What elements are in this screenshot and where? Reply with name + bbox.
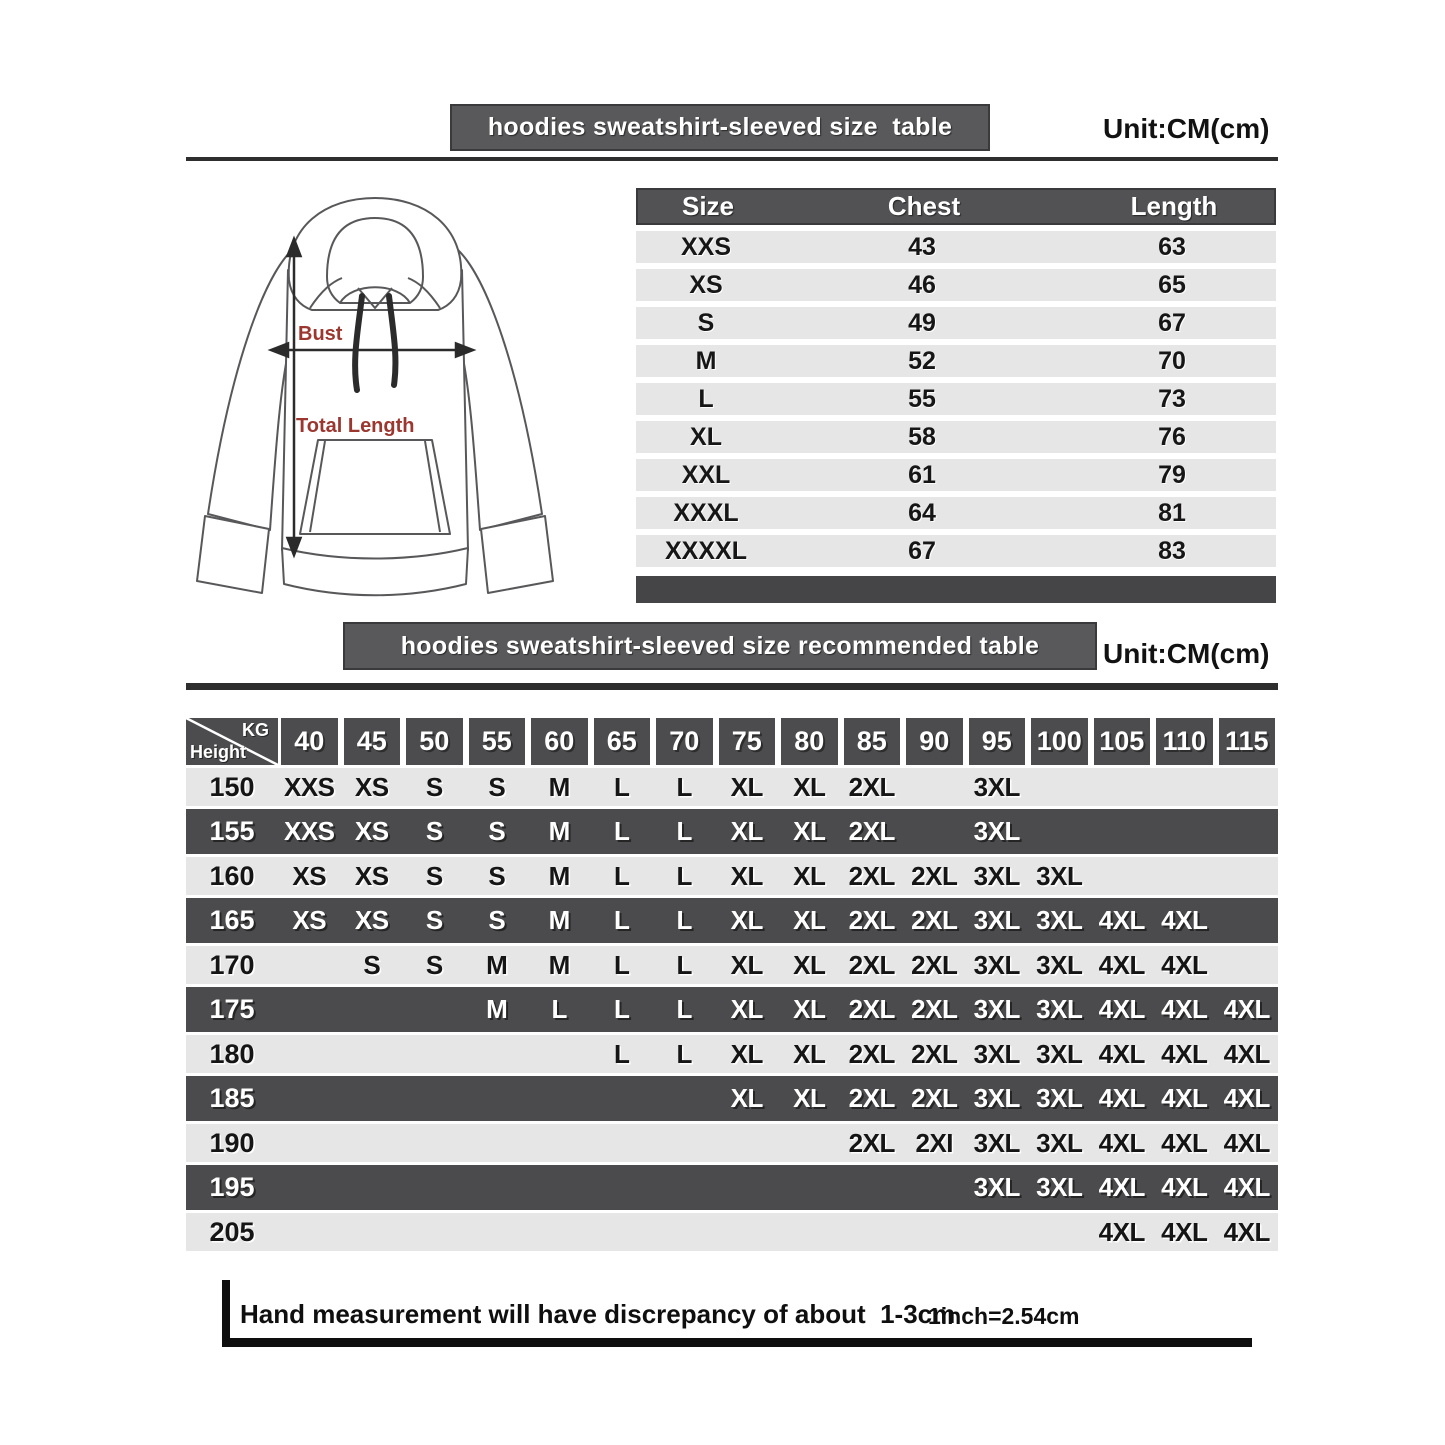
height-label: 180 [209, 1038, 255, 1069]
recommended-size-cell: M [486, 949, 508, 980]
recommended-size-cell: XS [292, 860, 327, 891]
recommended-size-cell: 4XL [1161, 905, 1208, 935]
chest-cell: 67 [908, 536, 936, 565]
matrix-row [186, 946, 1278, 984]
chest-cell: 46 [908, 270, 936, 299]
recommended-size-cell: 2XL [848, 816, 895, 846]
matrix-body [186, 768, 1278, 1251]
height-label: 155 [209, 816, 255, 846]
recommended-size-cell: 4XL [1223, 1083, 1270, 1113]
recommended-size-cell: 2XL [848, 860, 895, 891]
height-label: 190 [209, 1127, 255, 1158]
recommended-size-cell: M [548, 860, 570, 891]
recommended-size-cell: XL [730, 860, 763, 891]
recommended-size-cell: 3XL [973, 994, 1020, 1024]
weight-value: 40 [281, 718, 338, 765]
recommended-size-cell: 2XL [848, 1038, 895, 1069]
size-cell: XL [690, 422, 722, 451]
matrix-row [186, 898, 1278, 943]
recommended-size-cell: L [676, 860, 692, 891]
recommended-size-cell: 2XL [911, 994, 958, 1024]
height-label: 175 [209, 994, 255, 1024]
recommended-size-cell: XXS [283, 771, 335, 802]
recommended-size-cell: L [551, 994, 567, 1024]
weight-column-header [591, 718, 654, 765]
recommended-size-cell: 3XL [1036, 1127, 1083, 1158]
size-cell: XXXXL [665, 536, 747, 565]
matrix-row [186, 1076, 1278, 1121]
recommended-size-cell: 4XL [1161, 1172, 1208, 1202]
recommended-size-cell: 4XL [1161, 1216, 1208, 1247]
recommended-size-cell: 3XL [1036, 860, 1083, 891]
recommended-size-cell: 2XL [911, 905, 958, 935]
recommended-size-cell: 3XL [973, 1127, 1020, 1158]
size-table [636, 188, 1276, 603]
recommended-size-cell: XS [354, 860, 389, 891]
size-table-body [636, 231, 1276, 567]
recommended-size-cell: 4XL [1098, 905, 1145, 935]
recommended-size-cell: XL [793, 816, 826, 846]
recommended-size-cell: XL [730, 1038, 763, 1069]
recommended-size-cell: XL [793, 1038, 826, 1069]
size-table-row [636, 497, 1276, 529]
height-label: 205 [209, 1216, 255, 1247]
matrix-row [186, 857, 1278, 895]
recommended-size-cell: L [614, 905, 630, 935]
recommended-size-cell: 4XL [1161, 1083, 1208, 1113]
corner-height-label: Height [190, 742, 246, 762]
hoodie-measurement-diagram [172, 182, 622, 622]
height-label: 170 [209, 949, 255, 980]
weight-column-header [903, 718, 966, 765]
column-header-length: Length [1130, 191, 1218, 221]
length-cell: 65 [1158, 270, 1186, 299]
recommended-size-cell: L [676, 771, 692, 802]
recommended-size-cell: 4XL [1098, 1038, 1145, 1069]
matrix-row [186, 1124, 1278, 1162]
recommended-size-cell: 2XL [848, 905, 895, 935]
length-cell: 73 [1158, 384, 1186, 413]
recommended-size-cell: XS [354, 816, 389, 846]
recommended-size-cell: 2XL [911, 1038, 958, 1069]
recommended-size-cell: 4XL [1223, 994, 1270, 1024]
recommended-size-cell: 3XL [1036, 994, 1083, 1024]
matrix-row [186, 1035, 1278, 1073]
recommended-size-cell: L [614, 816, 630, 846]
recommended-size-cell: 4XL [1098, 1127, 1145, 1158]
recommended-size-cell: S [425, 949, 443, 980]
weight-column-header [341, 718, 404, 765]
recommended-size-cell: 4XL [1098, 949, 1145, 980]
recommended-size-cell: XL [793, 1083, 826, 1113]
corner-kg-label: KG [242, 720, 269, 740]
recommended-size-cell: 3XL [973, 949, 1020, 980]
size-table-title: hoodies sweatshirt-sleeved size table [487, 113, 953, 141]
height-label: 195 [209, 1172, 255, 1202]
recommended-size-cell: 2XL [848, 771, 895, 802]
length-cell: 79 [1158, 460, 1186, 489]
recommended-size-cell: 2XI [915, 1127, 954, 1158]
weight-value: 95 [969, 718, 1026, 765]
recommended-size-cell: 4XL [1223, 1216, 1270, 1247]
recommended-size-cell: XL [730, 1083, 763, 1113]
measurement-note: Hand measurement will have discrepancy of about 1-3cm [240, 1299, 956, 1329]
size-cell: M [695, 346, 717, 375]
recommended-size-cell: XL [730, 949, 763, 980]
weight-column-header [716, 718, 779, 765]
recommended-size-cell: L [676, 1038, 692, 1069]
recommended-size-cell: M [486, 994, 508, 1024]
recommended-size-cell: XL [730, 771, 763, 802]
recommended-size-cell: 3XL [1036, 905, 1083, 935]
recommended-size-cell: XS [354, 905, 389, 935]
size-cell: XXL [681, 460, 731, 489]
weight-value: 65 [594, 718, 651, 765]
weight-column-header [841, 718, 904, 765]
chest-cell: 64 [908, 498, 936, 527]
weight-value: 50 [406, 718, 463, 765]
matrix-row [186, 987, 1278, 1032]
weight-column-header [1153, 718, 1216, 765]
size-table-row [636, 231, 1276, 263]
recommended-size-cell: XL [793, 949, 826, 980]
length-cell: 63 [1158, 232, 1186, 261]
matrix-row [186, 1213, 1278, 1251]
recommended-size-cell: 4XL [1161, 994, 1208, 1024]
chest-cell: 49 [908, 308, 936, 337]
recommended-size-cell: 3XL [1036, 1083, 1083, 1113]
recommended-size-cell: 3XL [973, 1172, 1020, 1202]
recommended-size-cell: 4XL [1098, 994, 1145, 1024]
chest-cell: 43 [908, 232, 936, 261]
recommended-size-cell: XL [793, 771, 826, 802]
height-label: 165 [209, 905, 255, 935]
weight-value: 105 [1094, 718, 1151, 765]
weight-column-header [778, 718, 841, 765]
recommended-size-cell: 2XL [848, 1127, 895, 1158]
matrix-corner-cell [186, 718, 278, 765]
size-table-row [636, 269, 1276, 301]
size-cell: L [698, 384, 714, 413]
recommended-size-cell: 2XL [911, 860, 958, 891]
weight-value: 75 [719, 718, 776, 765]
chest-cell: 58 [908, 422, 936, 451]
height-label: 185 [209, 1083, 255, 1113]
recommended-size-cell: 3XL [973, 771, 1020, 802]
recommended-size-cell: S [425, 905, 443, 935]
size-table-header-row [636, 188, 1276, 225]
recommended-table-title-bar [343, 622, 1097, 670]
recommended-size-cell: 4XL [1098, 1172, 1145, 1202]
chest-cell: 52 [908, 346, 936, 375]
column-header-size: Size [681, 191, 735, 221]
weight-column-header [466, 718, 529, 765]
size-table-row [636, 307, 1276, 339]
height-label: 160 [209, 860, 255, 891]
recommended-size-cell: 4XL [1223, 1127, 1270, 1158]
recommended-size-cell: L [614, 949, 630, 980]
size-cell: XXS [680, 232, 732, 261]
size-cell: XXXL [673, 498, 739, 527]
recommended-size-cell: S [488, 905, 506, 935]
divider-bottom [186, 683, 1278, 690]
divider-top [186, 157, 1278, 161]
footer-vertical-line [222, 1280, 230, 1347]
inch-conversion-note: 1inch=2.54cm [928, 1303, 1080, 1329]
recommended-size-cell: 3XL [1036, 949, 1083, 980]
size-table-title-bar [450, 104, 990, 151]
length-cell: 83 [1158, 536, 1186, 565]
recommended-size-cell: L [676, 949, 692, 980]
recommended-size-cell: XS [354, 771, 389, 802]
recommended-size-cell: 3XL [973, 1083, 1020, 1113]
recommended-size-cell: 4XL [1223, 1172, 1270, 1202]
weight-value: 110 [1156, 718, 1213, 765]
chest-cell: 61 [908, 460, 936, 489]
recommended-size-cell: XL [730, 994, 763, 1024]
recommended-table-title: hoodies sweatshirt-sleeved size recommended table [400, 631, 1040, 660]
weight-column-header [1028, 718, 1091, 765]
matrix-row [186, 809, 1278, 854]
recommended-size-cell: S [488, 860, 506, 891]
height-label: 150 [209, 771, 255, 802]
weight-value: 85 [844, 718, 901, 765]
weight-value: 90 [906, 718, 963, 765]
recommended-size-cell: 4XL [1098, 1216, 1145, 1247]
recommended-size-cell: 3XL [973, 905, 1020, 935]
recommended-size-cell: 3XL [973, 860, 1020, 891]
size-recommendation-matrix [186, 718, 1278, 1251]
recommended-size-cell: 2XL [848, 994, 895, 1024]
recommended-size-cell: XS [292, 905, 327, 935]
recommended-size-cell: 2XL [848, 1083, 895, 1113]
weight-column-header [403, 718, 466, 765]
matrix-row [186, 1165, 1278, 1210]
size-table-row [636, 421, 1276, 453]
recommended-size-cell: L [676, 994, 692, 1024]
recommended-size-cell: XL [730, 816, 763, 846]
recommended-size-cell: 3XL [973, 1038, 1020, 1069]
weight-column-header [966, 718, 1029, 765]
recommended-size-cell: L [614, 771, 630, 802]
recommended-size-cell: XL [730, 905, 763, 935]
weight-value: 70 [656, 718, 713, 765]
weight-column-header [1091, 718, 1154, 765]
bust-label: Bust [298, 323, 343, 345]
recommended-size-cell: M [548, 816, 570, 846]
weight-value: 55 [469, 718, 526, 765]
weight-column-header [1216, 718, 1279, 765]
recommended-size-cell: L [676, 816, 692, 846]
weight-value: 115 [1219, 718, 1276, 765]
length-cell: 67 [1158, 308, 1186, 337]
recommended-size-cell: 4XL [1161, 1038, 1208, 1069]
weight-value: 100 [1031, 718, 1088, 765]
matrix-header-row [186, 718, 1278, 765]
recommended-size-cell: S [488, 816, 506, 846]
recommended-size-cell: 4XL [1161, 949, 1208, 980]
recommended-size-cell: L [676, 905, 692, 935]
chest-cell: 55 [908, 384, 936, 413]
recommended-size-cell: M [548, 905, 570, 935]
size-table-bottom-bar [636, 576, 1276, 603]
weight-column-header [528, 718, 591, 765]
weight-column-header [278, 718, 341, 765]
recommended-size-cell: 2XL [911, 949, 958, 980]
recommended-size-cell: M [548, 949, 570, 980]
unit-label-bottom: Unit:CM(cm) [1103, 638, 1270, 669]
weight-value: 80 [781, 718, 838, 765]
size-cell: XS [689, 270, 723, 299]
recommended-size-cell: 2XL [848, 949, 895, 980]
column-header-chest: Chest [887, 191, 961, 221]
hoodie-outline [197, 198, 553, 595]
recommended-size-cell: 3XL [1036, 1038, 1083, 1069]
recommended-size-cell: L [614, 994, 630, 1024]
total-length-label: Total Length [296, 415, 415, 437]
recommended-size-cell: XXS [283, 816, 335, 846]
size-table-row [636, 459, 1276, 491]
recommended-size-cell: 3XL [973, 816, 1020, 846]
weight-value: 60 [531, 718, 588, 765]
size-cell: S [697, 308, 715, 337]
recommended-size-cell: S [488, 771, 506, 802]
recommended-size-cell: 2XL [911, 1083, 958, 1113]
recommended-size-cell: L [614, 860, 630, 891]
recommended-size-cell: XL [793, 994, 826, 1024]
recommended-size-cell: S [425, 771, 443, 802]
length-cell: 81 [1158, 498, 1186, 527]
size-table-row [636, 383, 1276, 415]
weight-value: 45 [344, 718, 401, 765]
recommended-size-cell: XL [793, 905, 826, 935]
length-cell: 76 [1158, 422, 1186, 451]
weight-column-header [653, 718, 716, 765]
recommended-size-cell: 4XL [1098, 1083, 1145, 1113]
recommended-size-cell: S [425, 860, 443, 891]
recommended-size-cell: 4XL [1161, 1127, 1208, 1158]
unit-label-top: Unit:CM(cm) [1103, 113, 1270, 144]
recommended-size-cell: S [363, 949, 381, 980]
recommended-size-cell: 4XL [1223, 1038, 1270, 1069]
recommended-size-cell: L [614, 1038, 630, 1069]
recommended-size-cell: S [425, 816, 443, 846]
size-table-row [636, 345, 1276, 377]
recommended-size-cell: 3XL [1036, 1172, 1083, 1202]
size-table-row [636, 535, 1276, 567]
recommended-size-cell: XL [793, 860, 826, 891]
recommended-size-cell: M [548, 771, 570, 802]
length-cell: 70 [1158, 346, 1186, 375]
footer-horizontal-line [222, 1338, 1252, 1347]
matrix-row [186, 768, 1278, 806]
